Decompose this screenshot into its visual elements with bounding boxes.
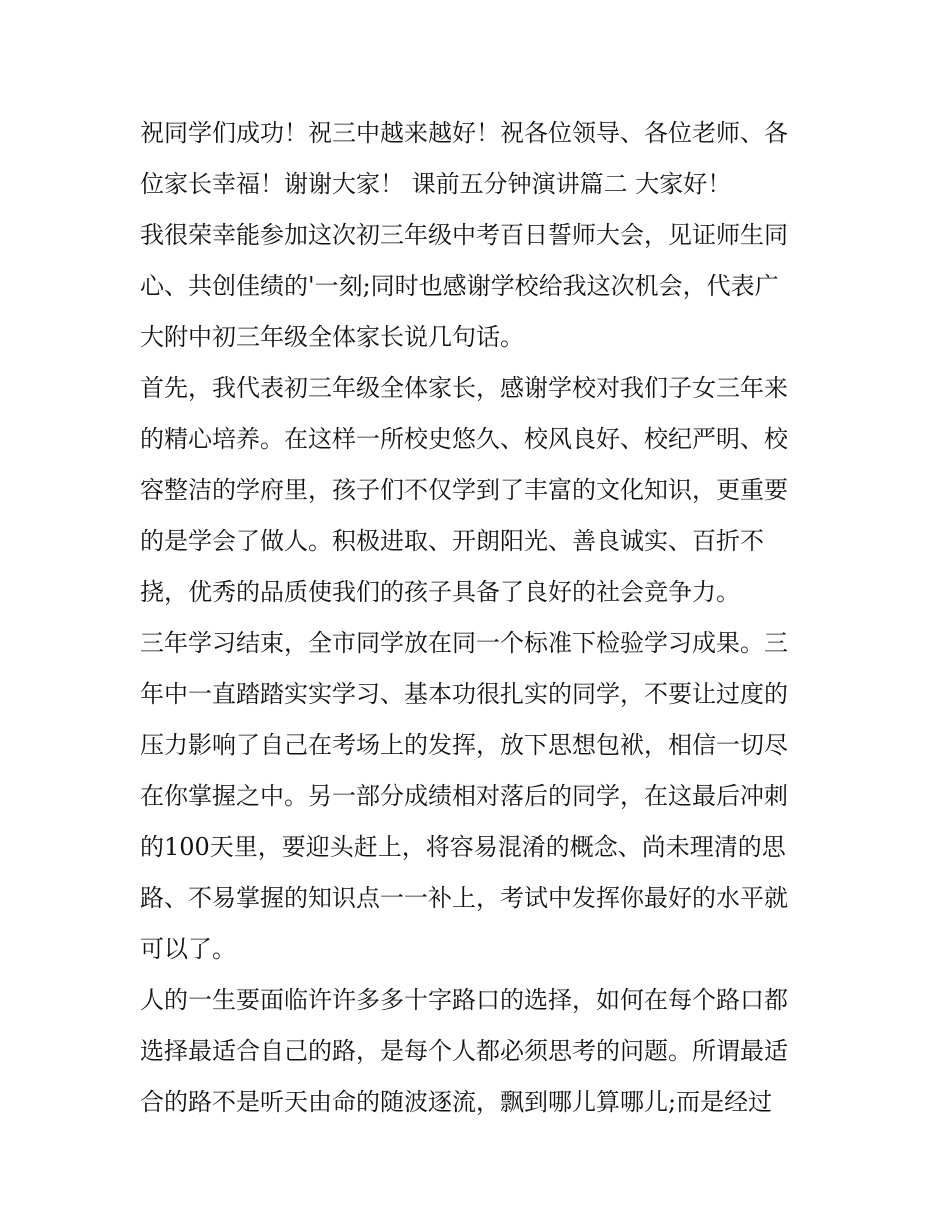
text-line: 年中一直踏踏实实学习、基本功很扎实的同学，不要让过度的 <box>140 680 788 708</box>
text-line: 合的路不是听天由命的随波逐流，飘到哪儿算哪儿;而是经过 <box>140 1088 773 1116</box>
text-line: 可以了。 <box>140 935 236 963</box>
text-line: 人的一生要面临许许多多十字路口的选择，如何在每个路口都 <box>140 986 788 1014</box>
text-line: 在你掌握之中。另一部分成绩相对落后的同学，在这最后冲刺 <box>140 782 788 810</box>
text-line: 心、共创佳绩的'一刻;同时也感谢学校给我这次机会，代表广 <box>140 272 779 300</box>
text-line: 位家长幸福！谢谢大家！ 课前五分钟演讲篇二 大家好！ <box>140 170 732 198</box>
speech-text-body <box>140 108 820 1128</box>
text-line: 大附中初三年级全体家长说几句话。 <box>140 323 524 351</box>
text-line: 容整洁的学府里，孩子们不仅学到了丰富的文化知识，更重要 <box>140 476 788 504</box>
text-line: 压力影响了自己在考场上的发挥，放下思想包袱，相信一切尽 <box>140 731 788 759</box>
text-line: 的精心培养。在这样一所校史悠久、校风良好、校纪严明、校 <box>140 425 788 453</box>
text-line: 路、不易掌握的知识点一一补上，考试中发挥你最好的水平就 <box>140 884 788 912</box>
text-line: 的100天里，要迎头赶上，将容易混淆的概念、尚未理清的思 <box>140 833 786 861</box>
text-line: 选择最适合自己的路，是每个人都必须思考的问题。所谓最适 <box>140 1037 788 1065</box>
text-line: 挠，优秀的品质使我们的孩子具备了良好的社会竞争力。 <box>140 578 740 606</box>
text-line: 首先，我代表初三年级全体家长，感谢学校对我们子女三年来 <box>140 374 788 402</box>
text-line: 的是学会了做人。积极进取、开朗阳光、善良诚实、百折不 <box>140 527 764 555</box>
text-line: 三年学习结束，全市同学放在同一个标准下检验学习成果。三 <box>140 629 788 657</box>
text-line: 我很荣幸能参加这次初三年级中考百日誓师大会，见证师生同 <box>140 221 788 249</box>
text-line: 祝同学们成功！祝三中越来越好！祝各位领导、各位老师、各 <box>140 119 788 147</box>
